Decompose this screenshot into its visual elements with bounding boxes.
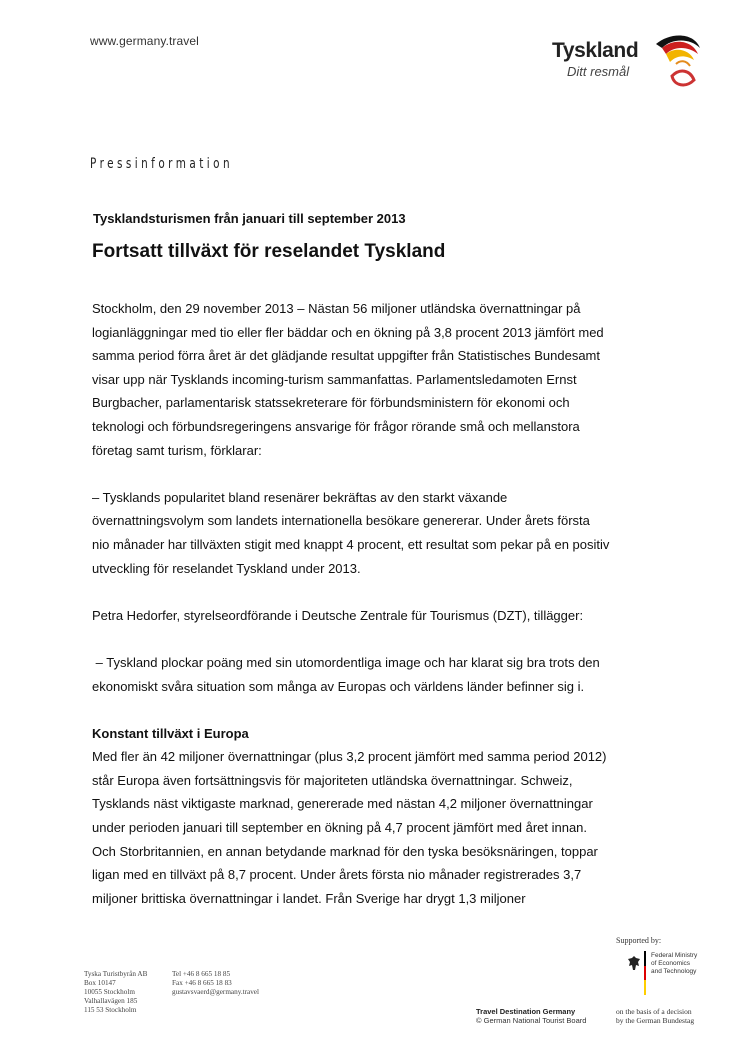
paragraph-quote-hedorfer bbox=[92, 651, 652, 698]
bundestag-note bbox=[616, 1007, 694, 1025]
body-line: Petra Hedorfer, styrelseordförande i Deutsche Zentrale für Tourismus (DZT), tillägger: bbox=[92, 607, 584, 623]
ministry-line: of Economics bbox=[651, 960, 691, 967]
address-line: Valhallavägen 185 bbox=[84, 997, 138, 1005]
footer-address bbox=[84, 970, 147, 1015]
body-line: – Tyskland plockar poäng med sin utomordentliga image och har klarat sig bra trots den bbox=[92, 654, 600, 670]
article-kicker: Tysklandsturismen från januari till september 2013 bbox=[93, 211, 406, 226]
body-line: Med fler än 42 miljoner övernattningar (plus 3,2 procent jämfört med samma period 2012) bbox=[92, 749, 607, 765]
article-body bbox=[92, 297, 652, 910]
ministry-logo bbox=[627, 951, 727, 997]
body-line: Burgbacher, parlamentarisk statssekreterare för förbundsministern för ekonomi och bbox=[92, 395, 570, 411]
body-line: ligan med en tillväxt på 8,7 procent. Under årets första nio månader registrerades 3,7 bbox=[92, 867, 582, 883]
email-link[interactable]: gustavsvaerd@germany.travel bbox=[172, 988, 259, 996]
body-line: miljoner brittiska övernattningar i landet. Från Sverige har drygt 1,3 miljoner bbox=[92, 890, 526, 906]
ministry-line: and Technology bbox=[651, 968, 697, 975]
basis-line: on the basis of a decision bbox=[616, 1007, 692, 1016]
section-europe bbox=[92, 722, 652, 911]
tdg-subtitle: © German National Tourist Board bbox=[476, 1016, 587, 1025]
section-heading: Konstant tillväxt i Europa bbox=[92, 725, 249, 741]
supported-by-label: Supported by: bbox=[616, 936, 662, 945]
body-line: utveckling för reselandet Tyskland under 2013. bbox=[92, 560, 361, 576]
logo-swirl-icon bbox=[646, 30, 706, 90]
body-line: Och Storbritannien, en annan betydande marknad för den tyska besöksnäringen, toppar bbox=[92, 843, 598, 859]
body-line: visar upp när Tysklands incoming-turism sammanfattas. Parlamentsledamoten Ernst bbox=[92, 371, 577, 387]
body-line: under perioden januari till september en ökning på 4,7 procent jämfört med året innan. bbox=[92, 820, 588, 836]
basis-line: by the German Bundestag bbox=[616, 1016, 695, 1025]
body-line: står Europa även fortsättningsvis för majoriteten utländska övernattningar. Schweiz, bbox=[92, 772, 573, 788]
ministry-line: Federal Ministry bbox=[651, 952, 698, 959]
address-line: 10055 Stockholm bbox=[84, 988, 135, 996]
website-url: www.germany.travel bbox=[90, 34, 199, 48]
body-line: samma period förra året är det glädjande resultat uppgifter från Statistisches Bundesamt bbox=[92, 348, 600, 364]
german-flag-bar bbox=[644, 951, 646, 995]
fax-line: Fax +46 8 665 18 83 bbox=[172, 979, 232, 987]
ministry-name bbox=[651, 952, 697, 976]
body-line: nio månader har tillväxten stigit med knappt 4 procent, ett resultat som pekar på en positiv bbox=[92, 536, 610, 552]
logo-title: Tyskland bbox=[552, 39, 639, 62]
body-line: övernattningsvolym som landets internationella besökare genererar. Under årets första bbox=[92, 513, 590, 529]
paragraph-intro bbox=[92, 297, 652, 462]
address-line: Box 10147 bbox=[84, 979, 116, 987]
logo-subtitle: Ditt resmål bbox=[567, 64, 630, 79]
phone-line: Tel +46 8 665 18 85 bbox=[172, 970, 231, 978]
body-line: – Tysklands popularitet bland resenärer bekräftas av den starkt växande bbox=[92, 489, 508, 505]
body-line: teknologi och förbundsregeringens ansvarige för frågor rörande små och mellanstora bbox=[92, 418, 580, 434]
paragraph-quote-burgbacher bbox=[92, 486, 652, 580]
press-label: Pressinformation bbox=[90, 156, 234, 172]
body-line: Tysklands näst viktigaste marknad, genererade med nästan 4,2 miljoner övernattningar bbox=[92, 796, 593, 812]
body-line: företag samt turism, förklarar: bbox=[92, 442, 262, 458]
body-line: Stockholm, den 29 november 2013 – Nästan 56 miljoner utländska övernattningar på bbox=[92, 301, 581, 316]
footer-contact bbox=[172, 970, 259, 997]
tyskland-logo bbox=[536, 30, 706, 90]
body-line: ekonomiskt svåra situation som många av Europas och världens länder befinner sig i. bbox=[92, 678, 585, 694]
address-line: 115 53 Stockholm bbox=[84, 1006, 137, 1014]
tdg-title: Travel Destination Germany bbox=[476, 1007, 576, 1016]
article-headline: Fortsatt tillväxt för reselandet Tyskland bbox=[92, 241, 446, 262]
federal-eagle-icon bbox=[627, 955, 641, 971]
body-line: logianläggningar med tio eller fler bäddar och en ökning på 3,8 procent 2013 jämfört med bbox=[92, 324, 604, 340]
tdg-credit bbox=[476, 1007, 586, 1025]
paragraph-hedorfer-intro bbox=[92, 604, 652, 628]
address-line: Tyska Turistbyrån AB bbox=[84, 970, 148, 978]
